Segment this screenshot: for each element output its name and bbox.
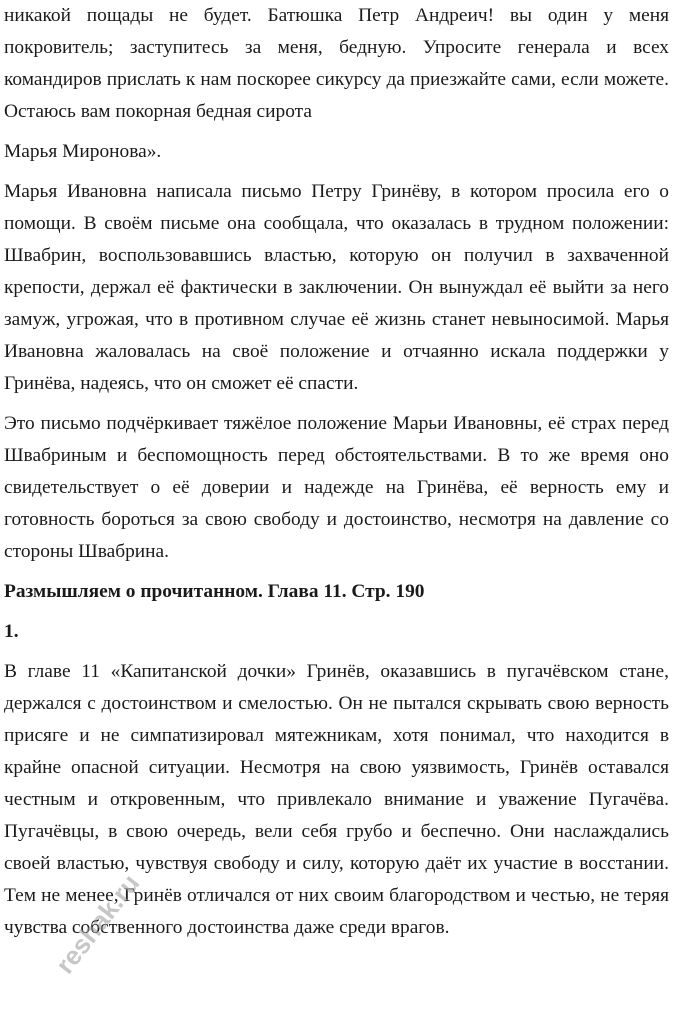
letter-summary-paragraph: Марья Ивановна написала письмо Петру Гринёву, в котором просила его о помощи. В своём письме она сообщала, что оказалась в трудном положении: Швабрин, воспользовавшись властью, которую он получил в захваченной крепости, держал её фактически в заключении. Он вынуждал её выйти за него замуж, угрожая, что в противном случае её жизнь станет невыносимой. Марья Ивановна жаловалась на своё положение и отчаянно искала поддержки у Гринёва, надеясь, что он сможет её спасти. bbox=[4, 181, 669, 394]
document-page bbox=[4, 0, 669, 944]
letter-ending-paragraph: никакой пощады не будет. Батюшка Петр Андреич! вы один у меня покровитель; заступитесь за меня, бедную. Упросите генерала и всех командиров прислать к нам поскорее сикурсу да приезжайте сами, если можете. Остаюсь вам покорная бедная сирота bbox=[4, 5, 669, 122]
question-number: 1. bbox=[4, 621, 19, 642]
section-heading: Размышляем о прочитанном. Глава 11. Стр. 190 bbox=[4, 581, 425, 602]
letter-signature: Марья Миронова». bbox=[4, 141, 162, 162]
watermark-text: reshak.ru bbox=[49, 868, 146, 980]
letter-analysis-paragraph: Это письмо подчёркивает тяжёлое положение Марьи Ивановны, её страх перед Швабриным и беспомощность перед обстоятельствами. В то же время оно свидетельствует о её доверии и надежде на Гринёва, её верность ему и готовность бороться за свою свободу и достоинство, несмотря на давление со стороны Швабрина. bbox=[4, 413, 669, 562]
answer-paragraph: В главе 11 «Капитанской дочки» Гринёв, оказавшись в пугачёвском стане, держался с достоинством и смелостью. Он не пытался скрывать свою верность присяге и не симпатизировал мятежникам, хотя понимал, что находится в крайне опасной ситуации. Несмотря на свою уязвимость, Гринёв оставался честным и откровенным, что привлекало внимание и уважение Пугачёва. Пугачёвцы, в свою очередь, вели себя грубо и беспечно. Они наслаждались своей властью, чувствуя свободу и силу, которую даёт их участие в восстании. Тем не менее, Гринёв отличался от них своим благородством и честью, не теряя чувства собственного достоинства даже среди врагов. bbox=[4, 661, 669, 938]
